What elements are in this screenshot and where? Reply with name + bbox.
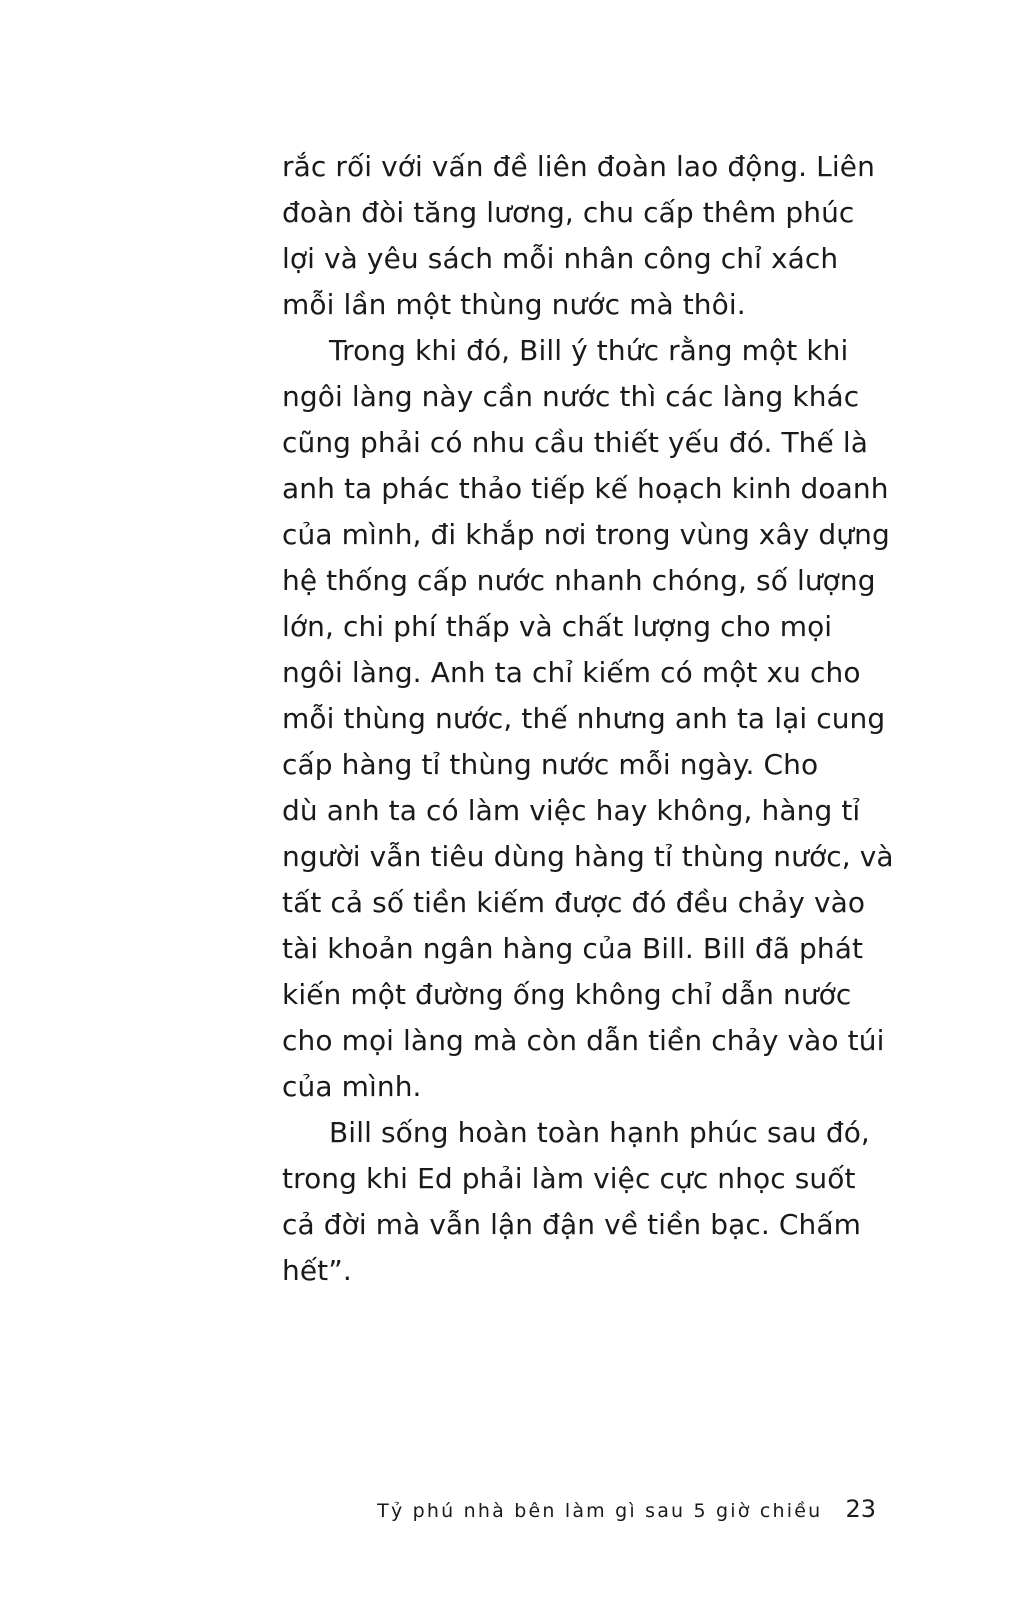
- text-line: hệ thống cấp nước nhanh chóng, số lượng: [282, 564, 876, 597]
- text-line: dù anh ta có làm việc hay không, hàng tỉ: [282, 794, 861, 827]
- text-line: cả đời mà vẫn lận đận về tiền bạc. Chấm: [282, 1208, 861, 1241]
- text-line: cấp hàng tỉ thùng nước mỗi ngày. Cho: [282, 748, 819, 781]
- text-line: anh ta phác thảo tiếp kế hoạch kinh doanh: [282, 472, 889, 505]
- text-line: tất cả số tiền kiếm được đó đều chảy vào: [282, 886, 866, 919]
- text-line: trong khi Ed phải làm việc cực nhọc suốt: [282, 1162, 856, 1195]
- text-line: cho mọi làng mà còn dẫn tiền chảy vào túi: [282, 1024, 885, 1057]
- text-line: mỗi thùng nước, thế nhưng anh ta lại cung: [282, 702, 886, 735]
- text-line: rắc rối với vấn đề liên đoàn lao động. Liên: [282, 150, 875, 183]
- text-line: của mình, đi khắp nơi trong vùng xây dựng: [282, 518, 890, 551]
- text-line: lợi và yêu sách mỗi nhân công chỉ xách: [282, 242, 839, 275]
- body-text: [282, 144, 902, 1294]
- text-line: đoàn đòi tăng lương, chu cấp thêm phúc: [282, 196, 855, 229]
- paragraph-start-line: Trong khi đó, Bill ý thức rằng một khi: [329, 334, 849, 367]
- text-line: tài khoản ngân hàng của Bill. Bill đã phát: [282, 932, 864, 965]
- text-line: ngôi làng này cần nước thì các làng khác: [282, 380, 860, 413]
- text-line: hết”.: [282, 1254, 352, 1287]
- text-line: của mình.: [282, 1070, 422, 1103]
- text-line: kiến một đường ống không chỉ dẫn nước: [282, 978, 852, 1011]
- paragraph-start-line: Bill sống hoàn toàn hạnh phúc sau đó,: [329, 1116, 870, 1149]
- text-line: lớn, chi phí thấp và chất lượng cho mọi: [282, 610, 833, 643]
- text-line: mỗi lần một thùng nước mà thôi.: [282, 288, 746, 321]
- page-number: 23: [845, 1495, 876, 1523]
- page-footer: [0, 1495, 876, 1523]
- running-title: Tỷ phú nhà bên làm gì sau 5 giờ chiều: [377, 1500, 823, 1522]
- text-line: người vẫn tiêu dùng hàng tỉ thùng nước, và: [282, 840, 894, 873]
- text-line: cũng phải có nhu cầu thiết yếu đó. Thế là: [282, 426, 868, 459]
- text-line: ngôi làng. Anh ta chỉ kiếm có một xu cho: [282, 656, 861, 689]
